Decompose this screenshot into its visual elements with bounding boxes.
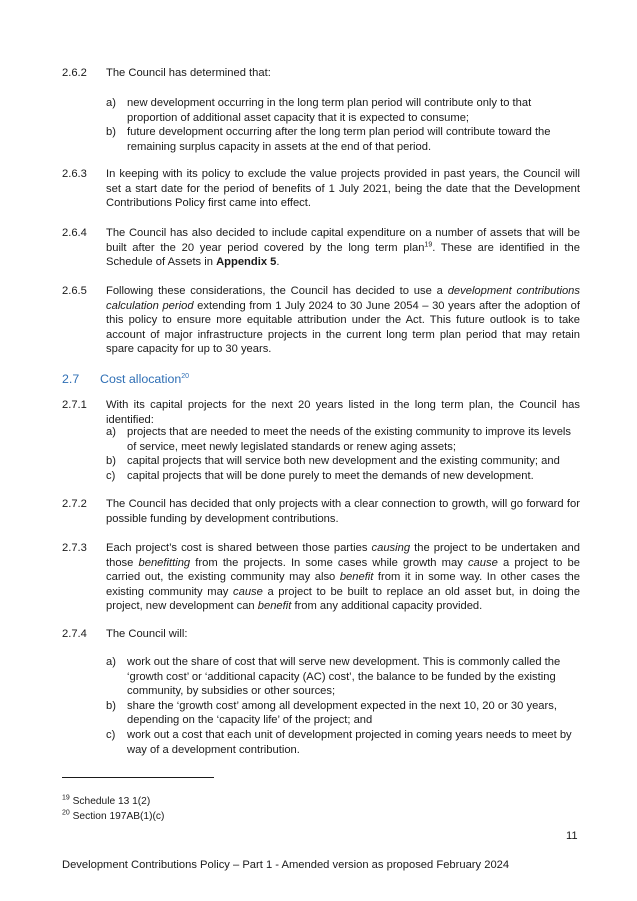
clause-number: 2.6.5 (62, 285, 87, 297)
clause-2-6-5 (62, 284, 580, 357)
list-item: b) future development occurring after the long term plan period will contribute toward the remaining surplus capacity in assets at the end of that period. (106, 126, 551, 153)
clause-text: The Council will: (106, 628, 188, 640)
clause-number: 2.6.3 (62, 168, 87, 180)
clause-2-6-2 (62, 66, 580, 81)
clause-number: 2.7.2 (62, 498, 87, 510)
clause-2-7-2 (62, 497, 580, 526)
list-item: c) capital projects that will be done purely to meet the demands of new development. (106, 469, 534, 482)
list-item: b) share the ‘growth cost’ among all development expected in the next 10, 20 or 30 years, depending on the ‘capacity life’ of the project; and (106, 699, 557, 727)
clause-text: Each project’s cost is shared between those parties causing the project to be undertaken and those benefitting from the projects. In some cases while growth may cause a project to be carried out, the existing community may also benefit from it in some way. In other cases the existing community may cause a project to be built to replace an old asset but, in doing the project, new development can benefit from any additional capacity provided. (106, 542, 581, 613)
clause-text: The Council has decided that only projects with a clear connection to growth, will go forward for possible funding by development contributions. (106, 498, 580, 525)
list-item: a) work out the share of cost that will serve new development. This is commonly called the ‘growth cost’ or ‘additional capacity (AC) cost’, the balance to be funded by the existing community, by subsidies or other sources; (106, 656, 561, 698)
clause-2-6-4 (62, 226, 580, 270)
clause-2-7-4-list (106, 655, 580, 757)
list-item: a) projects that are needed to meet the needs of the existing community to improve its levels of service, meet newly legislated standards or renew aging assets; (106, 426, 572, 453)
footnote-ref: 19 (424, 240, 433, 248)
clause-2-6-2-list (106, 96, 580, 154)
list-item: c) work out a cost that each unit of development projected in coming years needs to meet by way of a development contribution. (106, 728, 572, 756)
clause-2-6-3 (62, 167, 580, 211)
clause-text: In keeping with its policy to exclude the value projects provided in past years, the Council will set a start date for the period of benefits of 1 July 2021, being the date that the Development Contributions Policy first came into effect. (106, 168, 580, 210)
footnote: $^{20}$ Section 197AB(1)(c) (62, 809, 165, 822)
clause-text: The Council has determined that: (106, 67, 271, 79)
clause-2-7-1-list (106, 425, 580, 483)
clause-number: 2.7.4 (62, 628, 87, 640)
footnote: $^{19}$ Schedule 13 1(2) (62, 794, 151, 807)
section-title: Cost allocation (100, 372, 182, 386)
section-number: 2.7 (62, 372, 80, 386)
clause-2-7-3 (62, 541, 580, 614)
list-item: a) new development occurring in the long term plan period will contribute only to that proportion of additional asset capacity that it is expected to consume; (106, 97, 532, 124)
clause-number: 2.6.2 (62, 67, 87, 79)
clause-number: 2.6.4 (62, 227, 87, 239)
clause-2-7-1 (62, 398, 580, 427)
section-heading (62, 372, 189, 386)
footnote-divider (62, 777, 214, 778)
clause-2-7-4 (62, 627, 580, 642)
running-footer: Development Contributions Policy – Part 1 - Amended version as proposed February 2024 (62, 859, 510, 871)
clause-text: Following these considerations, the Council has decided to use a development contributions calculation period extending from 1 July 2024 to 30 June 2054 – 30 years after the adoption of this policy to ensure more equitable attribution under the Act. This future outlook is to take account of major infrastructure projects in the current long term plan period that may retain spare capacity for up to 30 years. (106, 285, 580, 356)
list-item: b) capital projects that will service both new development and the existing community; and (106, 455, 560, 468)
clause-text: The Council has also decided to include capital expenditure on a number of assets that will be built after the 20 year period covered by the long term plan$^{19}$. These are identified in the Schedule of Assets in Appendix 5. (106, 227, 580, 269)
page-number: 11 (566, 830, 578, 842)
clause-text: With its capital projects for the next 20 years listed in the long term plan, the Council has identified: (106, 399, 580, 426)
footnote-ref: 20 (181, 372, 190, 380)
clause-number: 2.7.1 (62, 399, 87, 411)
clause-number: 2.7.3 (62, 542, 87, 554)
